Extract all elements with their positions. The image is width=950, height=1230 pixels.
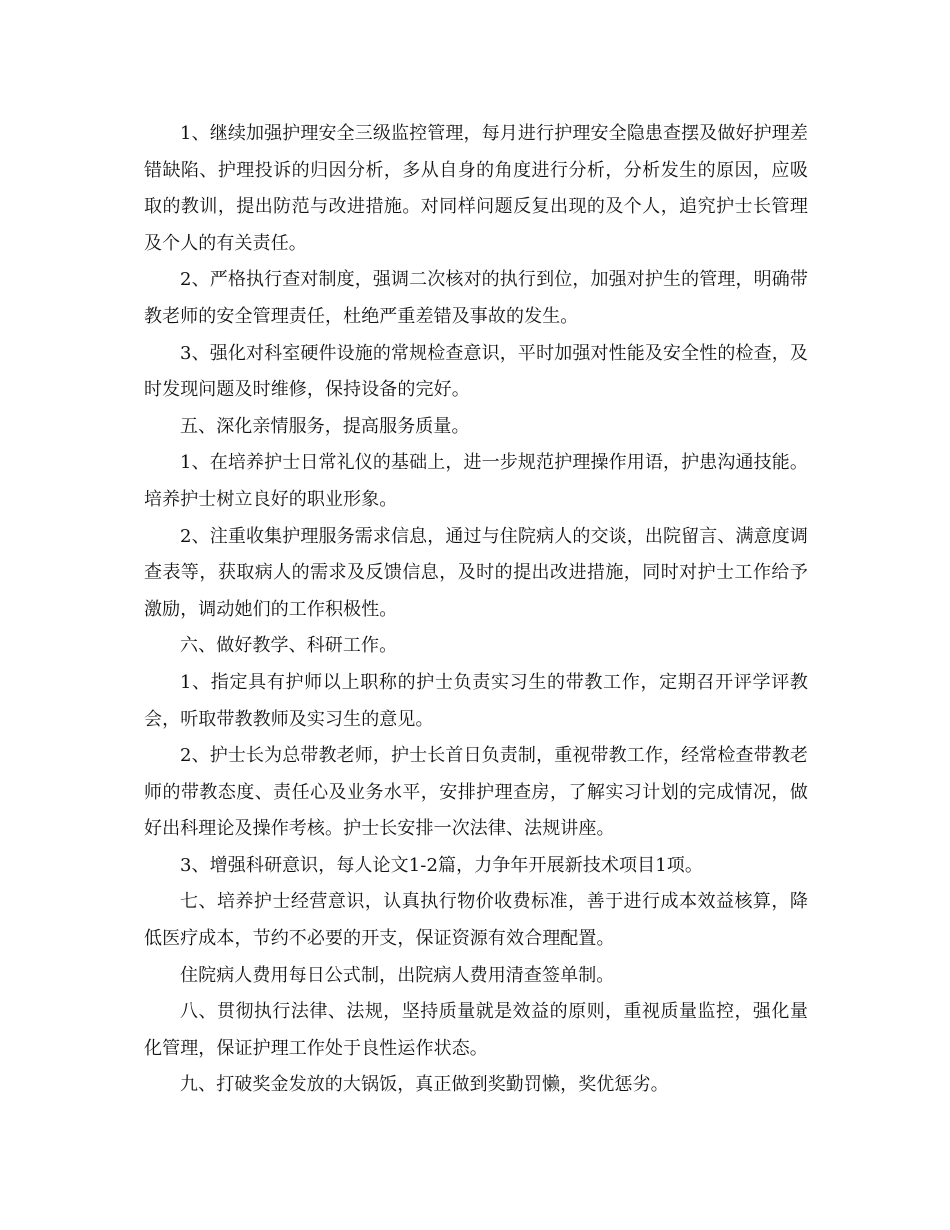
- paragraph-item-2-verification: 2、严格执行查对制度，强调二次核对的执行到位，加强对护生的管理，明确带教老师的安全管理责任，杜绝严重差错及事故的发生。: [144, 269, 808, 327]
- paragraph-item-3-research: 3、增强科研意识，每人论文1-2篇，力争年开展新技术项目1项。: [180, 854, 703, 876]
- paragraph-item-1-etiquette: 1、在培养护士日常礼仪的基础上，进一步规范护理操作用语，护患沟通技能。培养护士树立良好的职业形象。: [144, 452, 808, 510]
- section-heading-7: 七、培养护士经营意识，认真执行物价收费标准，善于进行成本效益核算，降低医疗成本，节约不必要的开支，保证资源有效合理配置。: [144, 891, 808, 950]
- paragraph-item-2-feedback: 2、注重收集护理服务需求信息，通过与住院病人的交谈，出院留言、满意度调查表等，获取病人的需求及反馈信息，及时的提出改进措施，同时对护士工作给予激励，调动她们的工作积极性。: [144, 525, 808, 620]
- section-heading-9: 九、打破奖金发放的大锅饭，真正做到奖勤罚懒，奖优惩劣。: [180, 1074, 669, 1096]
- paragraph-item-1-monitoring: 1、继续加强护理安全三级监控管理，每月进行护理安全隐患查摆及做好护理差错缺陷、护理投诉的归因分析，多从自身的角度进行分析，分析发生的原因，应吸取的教训，提出防范与改进措施。对同样问题反复出现的及个人，追究护士长管理及个人的有关责任。: [144, 123, 808, 254]
- document-body: [144, 116, 808, 1104]
- paragraph-item-3-hardware: 3、强化对科室硬件设施的常规检查意识，平时加强对性能及安全性的检查，及时发现问题及时维修，保持设备的完好。: [144, 342, 808, 401]
- paragraph-item-2-head-nurse: 2、护士长为总带教老师，护士长首日负责制，重视带教工作，经常检查带教老师的带教态度、责任心及业务水平，安排护理查房，了解实习计划的完成情况，做好出科理论及操作考核。护士长安排一次法律、法规讲座。: [144, 745, 808, 840]
- section-heading-8: 八、贯彻执行法律、法规，坚持质量就是效益的原则，重视质量监控，强化量化管理，保证护理工作处于良性运作状态。: [144, 1001, 808, 1059]
- paragraph-item-1-teaching: 1、指定具有护师以上职称的护士负责实习生的带教工作，定期召开评学评教会，听取带教教师及实习生的意见。: [144, 671, 808, 730]
- section-heading-5: 五、深化亲情服务，提高服务质量。: [180, 415, 470, 437]
- section-heading-6: 六、做好教学、科研工作。: [180, 635, 398, 657]
- paragraph-billing: 住院病人费用每日公式制，出院病人费用清查签单制。: [180, 964, 615, 986]
